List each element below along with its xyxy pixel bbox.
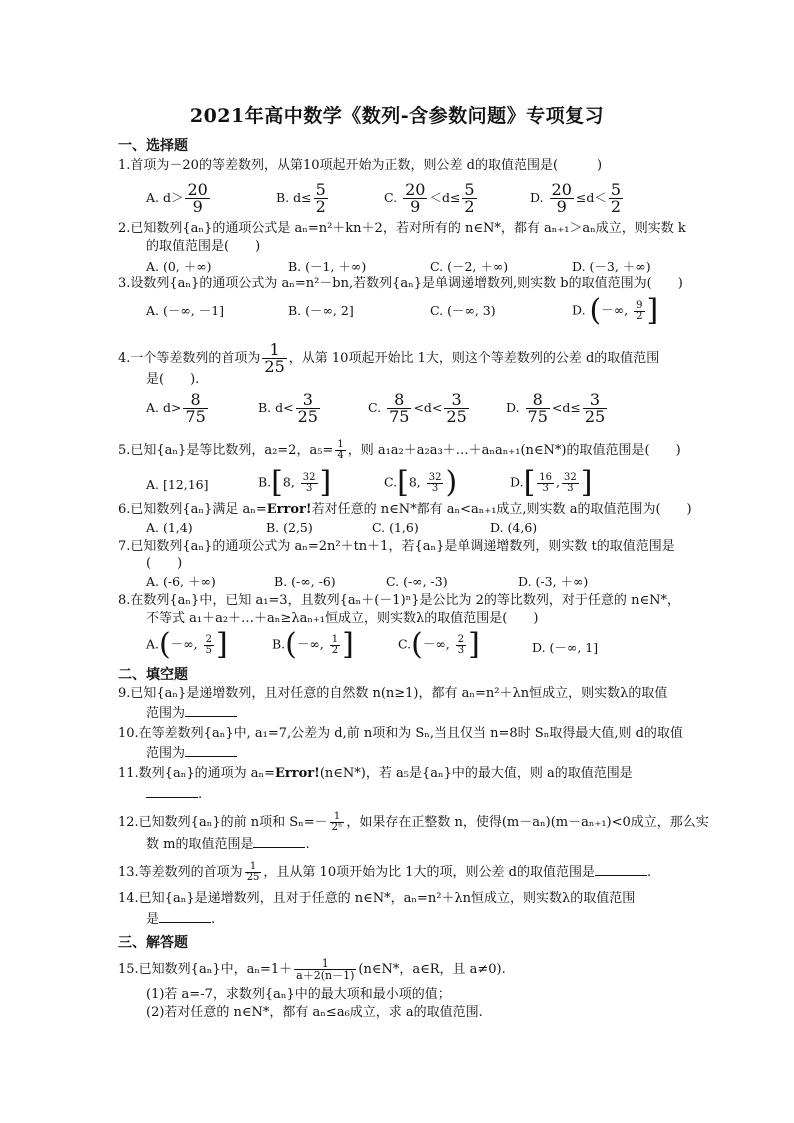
question-2-line-1: 2.已知数列{aₙ}的通项公式是 aₙ=n²＋kn＋2，若对所有的 n∈N*，都有 aₙ₊₁＞aₙ成立，则实数 k <box>118 221 686 236</box>
section-heading-choice: 一、选择题 <box>118 138 188 154</box>
fraction: $\frac{3}{25}$ <box>446 390 467 426</box>
question-2-option-c: C. (－2, ＋∞) <box>430 259 509 274</box>
question-14-line-2: 是 . <box>146 912 216 927</box>
fraction: $\frac{8}{75}$ <box>185 390 206 426</box>
question-11-line-2: . <box>146 786 202 803</box>
question-7-option-d: D. (-3, ＋∞) <box>518 574 589 589</box>
fraction: $\frac{8}{75}$ <box>389 390 410 426</box>
fraction: $\frac{5}{2}$ <box>610 180 622 216</box>
answer-blank <box>159 911 211 923</box>
question-7-option-a: A. (-6, ＋∞) <box>146 574 216 589</box>
question-8-option-d: D. (－∞, 1] <box>532 640 599 655</box>
question-1-option-b: B. d≤ $\frac{5}{2}$ <box>276 180 326 216</box>
question-8-option-c: C.(－∞, $\frac{2}{3}$ ] <box>398 627 480 662</box>
question-5-option-b: B.[8, $\frac{32}{3}$ ] <box>258 465 332 500</box>
answer-blank <box>595 864 647 876</box>
fraction: $\frac{32}{3}$ <box>428 471 442 494</box>
question-12-line-1: 12.已知数列{aₙ}的前 n项和 Sₙ=－ $\frac{1}{\text{2ⁿ}}$ ，如果存在正整数 n，使得(m－aₙ)(m－aₙ₊₁)<0成立，那么实 <box>118 811 709 833</box>
question-7-option-b: B. (-∞, -6) <box>274 574 336 589</box>
question-5-option-d: D.[ $\frac{16}{3}$ , $\frac{32}{3}$ ] <box>510 465 593 500</box>
question-5-option-c: C.[8, $\frac{32}{3}$ ) <box>384 465 458 500</box>
fraction: $\frac{1}{25}$ <box>246 861 260 883</box>
question-10-line-2: 范围为 <box>146 745 237 762</box>
question-6-option-d: D. (4,6) <box>490 520 538 535</box>
question-4-option-d: D. $\frac{8}{75}$ <d≤ $\frac{3}{25}$ <box>506 390 606 426</box>
fraction: $\frac{20}{9}$ <box>405 180 426 216</box>
question-3-option-b: B. (－∞, 2] <box>288 303 354 318</box>
question-1-option-d: D. $\frac{20}{9}$ ≤d＜ $\frac{5}{2}$ <box>530 180 622 216</box>
question-14-line-1: 14.已知{aₙ}是递增数列，且对于任意的 n∈N*，aₙ=n²＋λn恒成立，则实数λ的取值范围 <box>118 891 636 906</box>
question-8-option-a: A.(－∞, $\frac{2}{5}$ ] <box>146 627 228 662</box>
question-6-line-1: 6.已知数列{aₙ}满足 aₙ=Error!若对任意的 n∈N*都有 aₙ<aₙ₊₁成立,则实数 a的取值范围为( ) <box>118 502 692 517</box>
fraction: $\frac{3}{25}$ <box>584 390 606 426</box>
question-4-line-1: 4.一个等差数列的首项为 $\frac{1}{25}$ ，从第 10项起开始比 1大，则这个等差数列的公差 d的取值范围 <box>118 340 660 376</box>
question-2-option-b: B. (－1, ＋∞) <box>288 259 367 274</box>
question-5-line-1: 5.已知{aₙ}是等比数列，a₂=2，a₅= $\frac{1}{4}$ ，则 a₁a₂＋a₂a₃＋…＋aₙaₙ₊₁(n∈N*)的取值范围是( ) <box>118 439 681 461</box>
fraction: $\frac{3}{25}$ <box>297 390 318 426</box>
question-6-option-b: B. (2,5) <box>266 520 313 535</box>
question-15-part-2: (2)若对任意的 n∈N*，都有 aₙ≤a₆成立，求 a的取值范围. <box>146 1005 483 1020</box>
question-2-option-a: A. (0, ＋∞) <box>146 259 212 274</box>
fraction: $\frac{1}{25}$ <box>264 340 285 376</box>
question-15-part-1: (1)若 a=-7，求数列{aₙ}中的最大项和最小项的值； <box>146 987 451 1002</box>
question-11-line-1: 11.数列{aₙ}的通项为 aₙ=Error!(n∈N*)，若 a₅是{aₙ}中的最大值，则 a的取值范围是 <box>118 766 633 781</box>
question-7-line-2: ( ) <box>146 556 183 571</box>
fraction: $\frac{5}{2}$ <box>464 180 475 216</box>
question-13-line-1: 13.等差数列的首项为 $\frac{1}{25}$ ，且从第 10项开始为比 1大的项，则公差 d的取值范围是 . <box>118 861 652 883</box>
answer-blank <box>253 836 305 848</box>
question-1-text: 1.首项为－20的等差数列，从第10项起开始为正数，则公差 d的取值范围是( ) <box>118 158 603 173</box>
question-10-line-1: 10.在等差数列{aₙ}中, a₁=7,公差为 d,前 n项和为 Sₙ,当且仅当 n=8时 Sₙ取得最大值,则 d的取值 <box>118 726 683 741</box>
page-title: 2021年高中数学《数列-含参数问题》专项复习 <box>189 105 605 127</box>
fraction: $\frac{1}{a+2(n-1)}$ <box>296 957 355 982</box>
question-1-option-c: C. $\frac{20}{9}$ ＜d≤ $\frac{5}{2}$ <box>384 180 475 216</box>
section-heading-solve: 三、解答题 <box>118 935 188 951</box>
question-3-line-1: 3.设数列{aₙ}的通项公式为 aₙ=n²－bn,若数列{aₙ}是单调递增数列,则实数 b的取值范围为( ) <box>118 276 683 291</box>
question-3-option-c: C. (－∞, 3) <box>430 303 496 318</box>
fraction: $\frac{32}{3}$ <box>564 471 577 494</box>
fraction: $\frac{2}{3}$ <box>457 633 465 656</box>
question-6-option-a: A. (1,4) <box>146 520 193 535</box>
fraction: $\frac{1}{4}$ <box>337 439 344 461</box>
question-4-option-c: C. $\frac{8}{75}$ <d< $\frac{3}{25}$ <box>368 390 467 426</box>
fraction: $\frac{2}{5}$ <box>205 633 212 656</box>
fraction: $\frac{16}{3}$ <box>539 471 553 494</box>
question-5-option-a: A. [12,16] <box>146 477 209 492</box>
question-15-line-1: 15.已知数列{aₙ}中，aₙ=1＋ $\frac{1}{a+2(n-1)}$ (n∈N*，a∈R，且 a≠0). <box>118 957 506 982</box>
question-4-option-b: B. d< $\frac{3}{25}$ <box>258 390 318 426</box>
question-2-option-d: D. (－3, ＋∞) <box>572 259 651 274</box>
fraction: $\frac{1}{2}$ <box>331 633 339 656</box>
fraction: $\frac{9}{2}$ <box>636 299 643 322</box>
question-7-option-c: C. (-∞, -3) <box>386 574 448 589</box>
fraction: $\frac{32}{3}$ <box>302 471 316 494</box>
question-12-line-2: 数 m的取值范围是 . <box>146 837 310 852</box>
fraction: $\frac{20}{9}$ <box>551 180 572 216</box>
question-6-option-c: C. (1,6) <box>372 520 419 535</box>
question-8-line-2: 不等式 a₁＋a₂＋…＋aₙ≥λaₙ₊₁恒成立，则实数λ的取值范围是( ) <box>146 611 539 626</box>
answer-blank <box>185 745 237 757</box>
question-4-option-a: A. d> $\frac{8}{75}$ <box>146 390 206 426</box>
question-9-line-1: 9.已知{aₙ}是递增数列，且对任意的自然数 n(n≥1)，都有 aₙ=n²＋λn恒成立，则实数λ的取值 <box>118 686 668 701</box>
question-8-option-b: B.(－∞, $\frac{1}{2}$ ] <box>272 627 354 662</box>
question-3-option-a: A. (－∞, －1] <box>146 303 225 318</box>
question-4-line-2: 是( ). <box>146 372 200 387</box>
fraction: $\frac{1}{\text{2ⁿ}}$ <box>331 811 343 833</box>
question-7-line-1: 7.已知数列{aₙ}的通项公式为 aₙ=2n²＋tn＋1，若{aₙ}是单调递增数列，则实数 t的取值范围是 <box>118 539 675 554</box>
question-2-line-2: 的取值范围是( ) <box>146 239 261 254</box>
fraction: $\frac{8}{75}$ <box>527 390 548 426</box>
fraction: $\frac{5}{2}$ <box>315 180 326 216</box>
question-1-option-a: A. d＞ $\frac{20}{9}$ <box>146 180 208 216</box>
fraction: $\frac{20}{9}$ <box>187 180 208 216</box>
question-3-option-d: D. (－∞, $\frac{9}{2}$ ] <box>572 293 659 328</box>
answer-blank <box>185 705 237 717</box>
question-8-line-1: 8.在数列{aₙ}中，已知 a₁=3，且数列{aₙ＋(－1)ⁿ}是公比为 2的等比数列，对于任意的 n∈N*， <box>118 593 680 608</box>
answer-blank <box>146 786 198 798</box>
section-heading-fill-in: 二、填空题 <box>118 667 188 683</box>
question-9-line-2: 范围为 <box>146 705 237 722</box>
